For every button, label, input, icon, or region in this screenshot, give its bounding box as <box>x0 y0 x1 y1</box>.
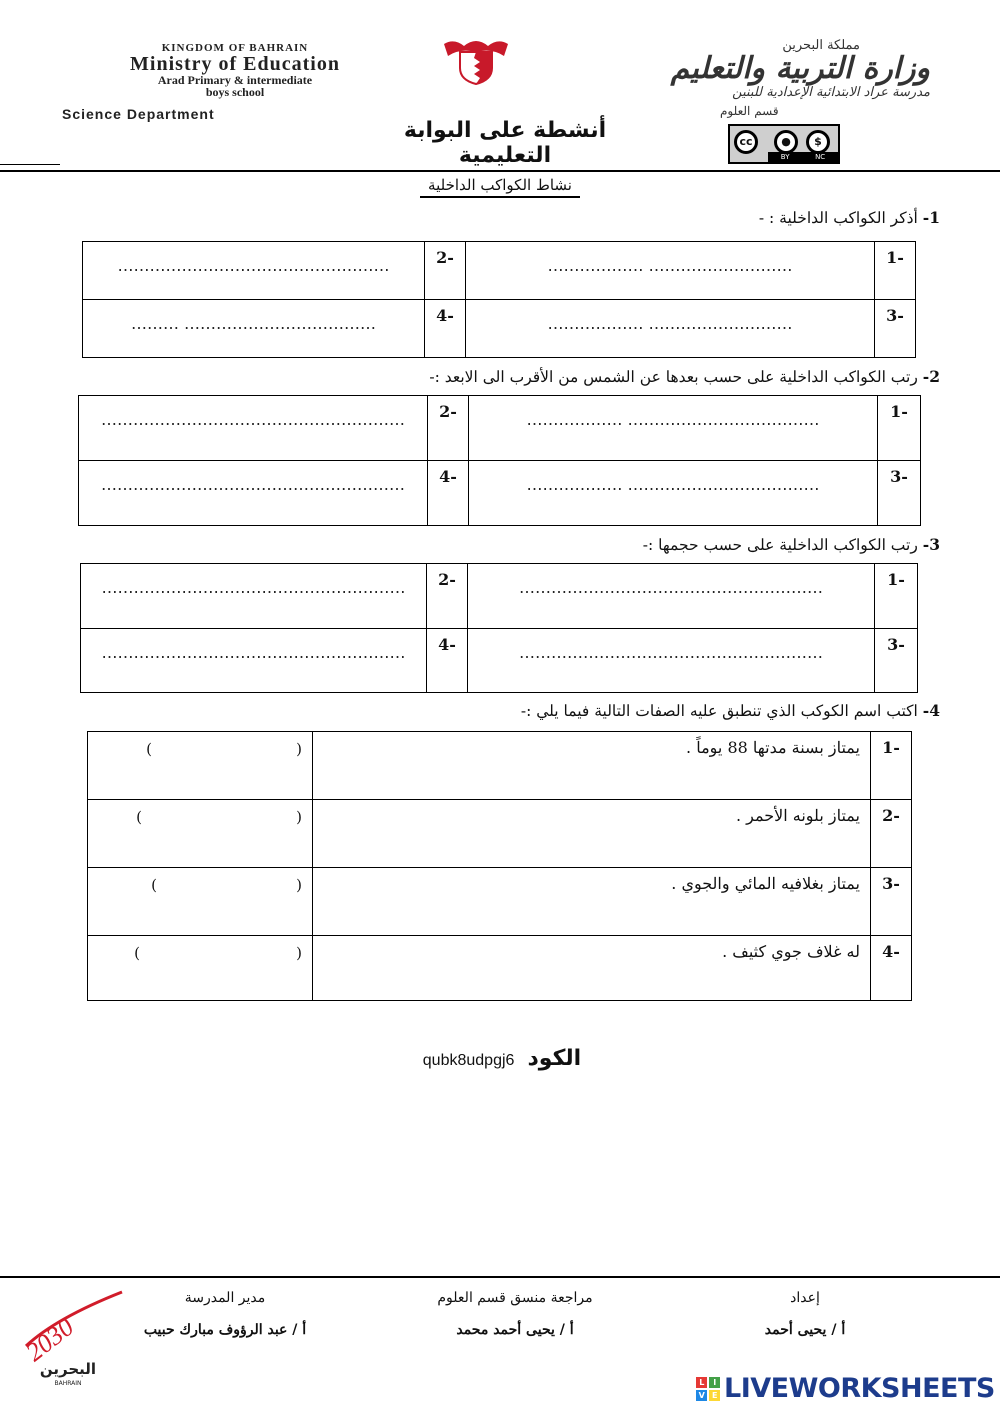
en-kingdom-label: KINGDOM OF BAHRAIN <box>161 42 309 54</box>
liveworksheets-label: LIVEWORKSHEETS <box>724 1373 995 1404</box>
q3-answer-1[interactable]: ………………………………………………… <box>468 564 875 629</box>
q2-answer-4[interactable]: ………………………………………………… <box>79 461 428 526</box>
english-header <box>55 42 415 98</box>
q2-answer-2[interactable]: ………………………………………………… <box>79 396 428 461</box>
q4-paren-close-1: ) <box>146 740 152 758</box>
cc-icon: cc <box>734 130 758 154</box>
q2-answer-3[interactable]: ……………………………… ……………… <box>469 461 878 526</box>
code-value: qubk8udpgj6 <box>422 1052 515 1069</box>
question-1 <box>759 208 940 227</box>
q4-answer-3[interactable] <box>88 868 313 936</box>
q1-answer-1[interactable]: ……………………… ……………… <box>466 242 875 300</box>
q4-property-3: يمتاز بغلافيه المائي والجوي . <box>313 868 871 936</box>
q3-answer-3[interactable]: ………………………………………………… <box>468 629 875 693</box>
q3-label-2: -2 <box>427 564 468 629</box>
question-3-number: 3- <box>922 535 940 554</box>
question-3-text: رتب الكواكب الداخلية على حسب حجمها :- <box>642 536 918 554</box>
portal-title: أنشطة على البوابة التعليمية <box>403 118 607 168</box>
bahrain-2030-logo-icon <box>16 1288 126 1388</box>
q4-paren-open-4: ( <box>296 944 302 962</box>
ar-department-label: قسم العلوم <box>720 104 779 118</box>
q3-answer-2[interactable]: ………………………………………………… <box>81 564 427 629</box>
q4-property-4: له غلاف جوي كثيف . <box>313 936 871 1001</box>
question-3 <box>643 535 940 554</box>
ar-school-label: مدرسة عراد الابتدائية الإعدادية للبنين <box>732 85 930 100</box>
liveworksheets-watermark <box>696 1373 995 1404</box>
footer-divider <box>0 1276 1000 1278</box>
q4-paren-close-3: ) <box>151 876 157 894</box>
question-2 <box>429 367 940 386</box>
attribution-icon: ● <box>774 130 798 154</box>
question-2-text: رتب الكواكب الداخلية على حسب بعدها عن الشمس من الأقرب الى الابعد :- <box>429 368 918 386</box>
q2-answer-1[interactable]: ……………………………… ……………… <box>469 396 878 461</box>
en-department-label: Science Department <box>62 106 215 122</box>
header-divider-short <box>0 164 60 165</box>
q4-property-1: يمتاز بسنة مدتها 88 يوماً . <box>313 732 871 800</box>
liveworksheets-icon: L I V E <box>696 1377 720 1401</box>
q4-paren-open-3: ( <box>296 876 302 894</box>
preparer-role: إعداد <box>790 1290 820 1306</box>
question-1-number: 1- <box>922 208 940 227</box>
logo-arabic: البحرين <box>39 1360 97 1378</box>
question-4-table <box>87 731 912 1001</box>
q4-label-2: -2 <box>871 800 912 868</box>
cc-by-label: BY <box>780 153 790 161</box>
ar-ministry-label: وزارة التربية والتعليم <box>670 51 930 86</box>
q3-answer-4[interactable]: ………………………………………………… <box>81 629 427 693</box>
q4-paren-close-4: ) <box>134 944 140 962</box>
q1-answer-3[interactable]: ……………………… ……………… <box>466 300 875 358</box>
principal-role: مدير المدرسة <box>184 1290 266 1306</box>
q3-label-1: -1 <box>875 564 918 629</box>
logo-english: BAHRAIN <box>54 1380 82 1387</box>
arabic-header <box>575 38 930 100</box>
question-4-text: اكتب اسم الكوكب الذي تنطبق عليه الصفات التالية فيما يلي :- <box>520 702 918 720</box>
q1-label-3: -3 <box>875 300 916 358</box>
en-school-line1: Arad Primary & intermediate <box>157 73 313 87</box>
noncommercial-icon: $ <box>806 130 830 154</box>
q4-answer-4[interactable] <box>88 936 313 1001</box>
q2-label-4: -4 <box>428 461 469 526</box>
reviewer-name: أ / يحيى أحمد محمد <box>456 1322 574 1338</box>
creative-commons-badge <box>728 124 840 164</box>
q1-label-1: -1 <box>875 242 916 300</box>
q1-answer-2[interactable]: …………………………………………… <box>83 242 425 300</box>
q4-label-1: -1 <box>871 732 912 800</box>
q1-answer-4[interactable]: ……………………………… ……… <box>83 300 425 358</box>
question-3-table <box>80 563 918 693</box>
question-1-text: أذكر الكواكب الداخلية : - <box>758 209 918 227</box>
q4-paren-close-2: ) <box>136 808 142 826</box>
question-1-table <box>82 241 916 358</box>
q2-label-1: -1 <box>878 396 921 461</box>
q4-label-4: -4 <box>871 936 912 1001</box>
q2-label-3: -3 <box>878 461 921 526</box>
preparer-name: أ / يحيى أحمد <box>764 1322 846 1338</box>
logo-number: 2030 <box>20 1312 80 1367</box>
code-label: الكود <box>527 1046 582 1071</box>
question-4 <box>521 701 940 720</box>
q4-label-3: -3 <box>871 868 912 936</box>
reviewer-role: مراجعة منسق قسم العلوم <box>437 1290 593 1306</box>
question-2-table <box>78 395 921 526</box>
principal-signature <box>120 1290 330 1338</box>
q4-paren-open-2: ( <box>296 808 302 826</box>
code-block <box>412 1046 592 1071</box>
en-ministry-label: Ministry of Education <box>130 53 340 75</box>
preparer-signature <box>700 1290 910 1338</box>
q2-label-2: -2 <box>428 396 469 461</box>
en-school-line2: boys school <box>205 85 265 99</box>
q3-label-3: -3 <box>875 629 918 693</box>
question-2-number: 2- <box>922 367 940 386</box>
worksheet-title: نشاط الكواكب الداخلية <box>420 176 580 198</box>
q3-label-4: -4 <box>427 629 468 693</box>
header-divider <box>0 170 1000 172</box>
q4-property-2: يمتاز بلونه الأحمر . <box>313 800 871 868</box>
bahrain-emblem-icon <box>440 38 512 86</box>
question-4-number: 4- <box>922 701 940 720</box>
q4-answer-1[interactable] <box>88 732 313 800</box>
principal-name: أ / عبد الرؤوف مبارك حبيب <box>143 1322 307 1338</box>
q4-answer-2[interactable] <box>88 800 313 868</box>
reviewer-signature <box>400 1290 630 1338</box>
cc-nc-label: NC <box>815 153 826 161</box>
q4-paren-open-1: ( <box>296 740 302 758</box>
ar-kingdom-label: مملكة البحرين <box>782 38 860 53</box>
q1-label-4: -4 <box>425 300 466 358</box>
q1-label-2: -2 <box>425 242 466 300</box>
